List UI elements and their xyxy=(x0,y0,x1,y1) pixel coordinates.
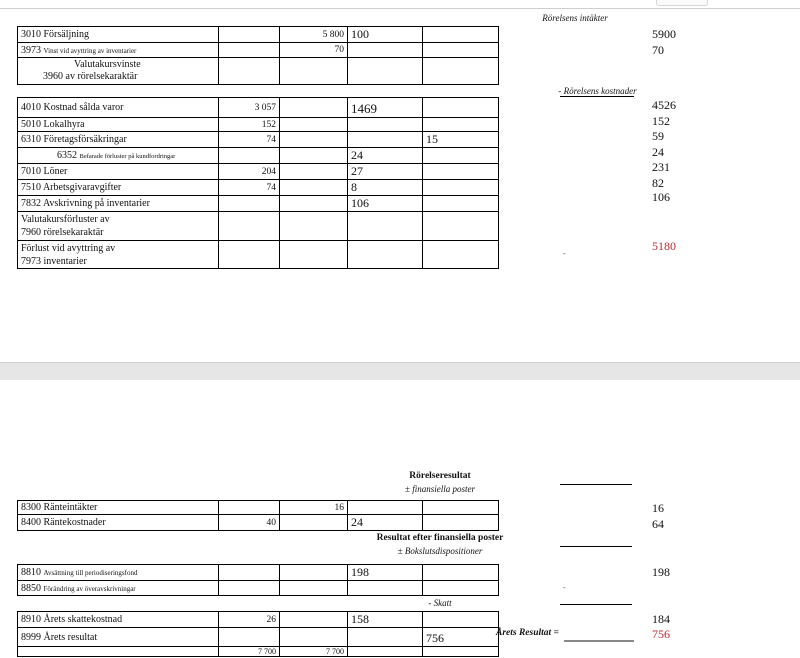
income-total-3010: 5900 xyxy=(652,27,676,41)
cell: 7 700 xyxy=(219,647,280,657)
table-row xyxy=(18,581,565,596)
cell xyxy=(423,196,499,212)
cell xyxy=(219,501,280,515)
top-rule xyxy=(0,8,800,9)
table-row xyxy=(18,628,565,647)
cell xyxy=(423,180,499,196)
section-costs-label: - Rörelsens kostnader xyxy=(558,86,637,96)
table-row xyxy=(18,118,565,132)
cell xyxy=(423,515,499,531)
account-line-1: Förlust vid avyttring av xyxy=(21,242,116,254)
cell: 5 800 xyxy=(280,27,348,43)
cell xyxy=(348,58,423,85)
dash-mark: - xyxy=(563,249,566,258)
toolbar-tab[interactable] xyxy=(656,0,708,6)
account-cell: 8300 Ränteintäkter xyxy=(18,501,219,515)
account-cell xyxy=(18,148,219,164)
cell: 40 xyxy=(219,515,280,531)
cost-total-7010: 231 xyxy=(652,160,670,174)
cell xyxy=(219,565,280,581)
cell xyxy=(280,180,348,196)
cell xyxy=(423,241,499,269)
sum-underline xyxy=(560,604,632,605)
sum-underline xyxy=(560,484,632,485)
cell xyxy=(423,501,499,515)
cell: 7 700 xyxy=(280,647,348,657)
account-cell: 6310 Företagsförsäkringar xyxy=(18,132,219,148)
cell xyxy=(348,212,423,241)
account-cell: 7010 Löner xyxy=(18,164,219,180)
table-row xyxy=(18,148,565,164)
years-result-label: Årets Resultat = xyxy=(496,628,559,638)
cell xyxy=(499,148,565,164)
cell: 24 xyxy=(348,515,423,531)
cell xyxy=(280,98,348,118)
cell xyxy=(423,581,499,596)
cost-total-7510: 82 xyxy=(652,176,664,190)
cost-total-7832: 106 xyxy=(652,190,670,204)
table-row xyxy=(18,612,565,628)
cell xyxy=(348,132,423,148)
cell xyxy=(499,647,565,657)
cell xyxy=(499,43,565,58)
cell: 26 xyxy=(219,612,280,628)
cell: 158 xyxy=(348,612,423,628)
table-row xyxy=(18,501,565,515)
account-cell: 8999 Årets resultat xyxy=(18,628,219,647)
cell xyxy=(219,196,280,212)
account-line-1: Valutakursförluster av xyxy=(21,214,110,225)
cell xyxy=(499,212,565,241)
cell xyxy=(499,515,565,531)
account-line-2: 3960 av rörelsekaraktär xyxy=(43,71,138,82)
cell xyxy=(499,581,565,596)
account-cell xyxy=(18,212,219,241)
cell xyxy=(348,501,423,515)
operating-result-label: Rörelseresultat xyxy=(409,471,471,481)
account-cell: 7832 Avskrivning på inventarier xyxy=(18,196,219,212)
table-row xyxy=(18,164,565,180)
account-cell: 5010 Lokalhyra xyxy=(18,118,219,132)
account-cell: 7510 Arbetsgivaravgifter xyxy=(18,180,219,196)
cell xyxy=(219,241,280,269)
cell: 74 xyxy=(219,180,280,196)
tax-label: - Skatt xyxy=(428,598,452,608)
cell xyxy=(499,241,565,269)
cell xyxy=(423,58,499,85)
table-row xyxy=(18,565,565,581)
account-cell xyxy=(18,241,219,269)
cell xyxy=(499,180,565,196)
cell xyxy=(423,98,499,118)
account-cell: 8910 Årets skattekostnad xyxy=(18,612,219,628)
cell: 3 057 xyxy=(219,98,280,118)
sum-underline xyxy=(560,546,632,547)
financial-table xyxy=(17,500,564,531)
cell xyxy=(280,132,348,148)
table-row xyxy=(18,132,565,148)
cell xyxy=(219,43,280,58)
cell xyxy=(423,27,499,43)
account-cell xyxy=(18,43,219,58)
cell xyxy=(348,647,423,657)
cell xyxy=(423,118,499,132)
table-row xyxy=(18,196,565,212)
cell xyxy=(423,43,499,58)
account-cell: 8400 Räntekostnader xyxy=(18,515,219,531)
cost-total-sum: 5180 xyxy=(652,239,676,253)
cell xyxy=(499,58,565,85)
account-line-1: Valutakursvinste xyxy=(74,59,141,70)
years-result-value: 756 xyxy=(652,627,670,641)
financial-total-8400: 64 xyxy=(652,517,664,531)
result-double-underline xyxy=(564,640,634,642)
cell xyxy=(499,132,565,148)
account-cell xyxy=(18,647,219,657)
cell xyxy=(280,196,348,212)
cell xyxy=(499,565,565,581)
cell: 16 xyxy=(280,501,348,515)
cell xyxy=(280,212,348,241)
dispositions-table xyxy=(17,564,564,596)
cost-total-5010: 152 xyxy=(652,114,670,128)
table-row xyxy=(18,212,565,241)
sum-underline xyxy=(560,96,634,97)
tax-table xyxy=(17,611,564,657)
cell xyxy=(423,565,499,581)
cost-table xyxy=(17,97,564,269)
cell xyxy=(280,612,348,628)
cell: 1469 xyxy=(348,98,423,118)
cell xyxy=(280,565,348,581)
cell: 74 xyxy=(219,132,280,148)
result-after-financial-label: Resultat efter finansiella poster xyxy=(376,533,504,543)
cell xyxy=(499,118,565,132)
account-name: Förändring av överavskrivningar xyxy=(43,584,136,593)
cell xyxy=(423,148,499,164)
cell xyxy=(423,164,499,180)
cell xyxy=(423,212,499,241)
account-name: Vinst vid avyttring av inventarier xyxy=(43,46,137,55)
account-code: 8850 xyxy=(21,582,41,594)
page-gap xyxy=(0,362,800,382)
cell xyxy=(499,164,565,180)
cell xyxy=(280,628,348,647)
income-table xyxy=(17,26,564,85)
cell xyxy=(280,118,348,132)
financial-total-8300: 16 xyxy=(652,501,664,515)
cell: 152 xyxy=(219,118,280,132)
cell: 756 xyxy=(423,628,499,647)
document-page-2 xyxy=(0,380,800,658)
cell xyxy=(219,148,280,164)
cell: 204 xyxy=(219,164,280,180)
cell: 8 xyxy=(348,180,423,196)
cell xyxy=(348,581,423,596)
cell xyxy=(348,43,423,58)
cell xyxy=(499,612,565,628)
cell xyxy=(423,612,499,628)
cell xyxy=(219,212,280,241)
table-row xyxy=(18,98,565,118)
account-code: 6352 xyxy=(57,150,77,161)
cell: 198 xyxy=(348,565,423,581)
account-cell: 3010 Försäljning xyxy=(18,27,219,43)
table-row xyxy=(18,515,565,531)
table-row xyxy=(18,241,565,269)
cell: 106 xyxy=(348,196,423,212)
cell: 15 xyxy=(423,132,499,148)
dash-mark: - xyxy=(563,583,566,592)
cell: 100 xyxy=(348,27,423,43)
cell xyxy=(499,98,565,118)
cell: 27 xyxy=(348,164,423,180)
section-income-label: Rörelsens intäkter xyxy=(542,13,608,23)
cell xyxy=(280,164,348,180)
cell xyxy=(280,515,348,531)
dispositions-label: ± Bokslutsdispositioner xyxy=(397,546,483,556)
tax-total-8910: 184 xyxy=(652,612,670,626)
account-name: Avsättning till periodiseringsfond xyxy=(43,569,138,577)
table-row xyxy=(18,43,565,58)
account-code: 3973 xyxy=(21,44,41,56)
table-row xyxy=(18,58,565,85)
cell xyxy=(280,58,348,85)
disposition-total-8810: 198 xyxy=(652,565,670,579)
table-row xyxy=(18,180,565,196)
cell xyxy=(499,196,565,212)
cost-total-4010: 4526 xyxy=(652,98,676,112)
account-cell: 4010 Kostnad sålda varor xyxy=(18,98,219,118)
account-line-2: 7973 inventarier xyxy=(21,255,87,267)
cell xyxy=(499,501,565,515)
cell xyxy=(423,647,499,657)
cell xyxy=(219,58,280,85)
cost-total-6352: 24 xyxy=(652,145,664,159)
cell xyxy=(280,241,348,269)
account-cell xyxy=(18,58,219,85)
cell xyxy=(348,628,423,647)
cell xyxy=(219,581,280,596)
table-row xyxy=(18,647,565,657)
account-line-2: 7960 rörelsekaraktär xyxy=(21,227,104,238)
cell xyxy=(219,628,280,647)
account-cell xyxy=(18,581,219,596)
cell xyxy=(280,148,348,164)
cell xyxy=(219,27,280,43)
financial-posts-label: ± finansiella poster xyxy=(405,484,475,494)
cell: 24 xyxy=(348,148,423,164)
table-row xyxy=(18,27,565,43)
account-cell xyxy=(18,565,219,581)
cell xyxy=(499,27,565,43)
cell: 70 xyxy=(280,43,348,58)
income-total-3973: 70 xyxy=(652,43,664,57)
cell xyxy=(348,118,423,132)
account-code: 8810 xyxy=(21,567,41,578)
cost-total-6310: 59 xyxy=(652,129,664,143)
cell xyxy=(348,241,423,269)
cell xyxy=(280,581,348,596)
account-name: Befarade förluster på kundfordringar xyxy=(79,153,176,160)
